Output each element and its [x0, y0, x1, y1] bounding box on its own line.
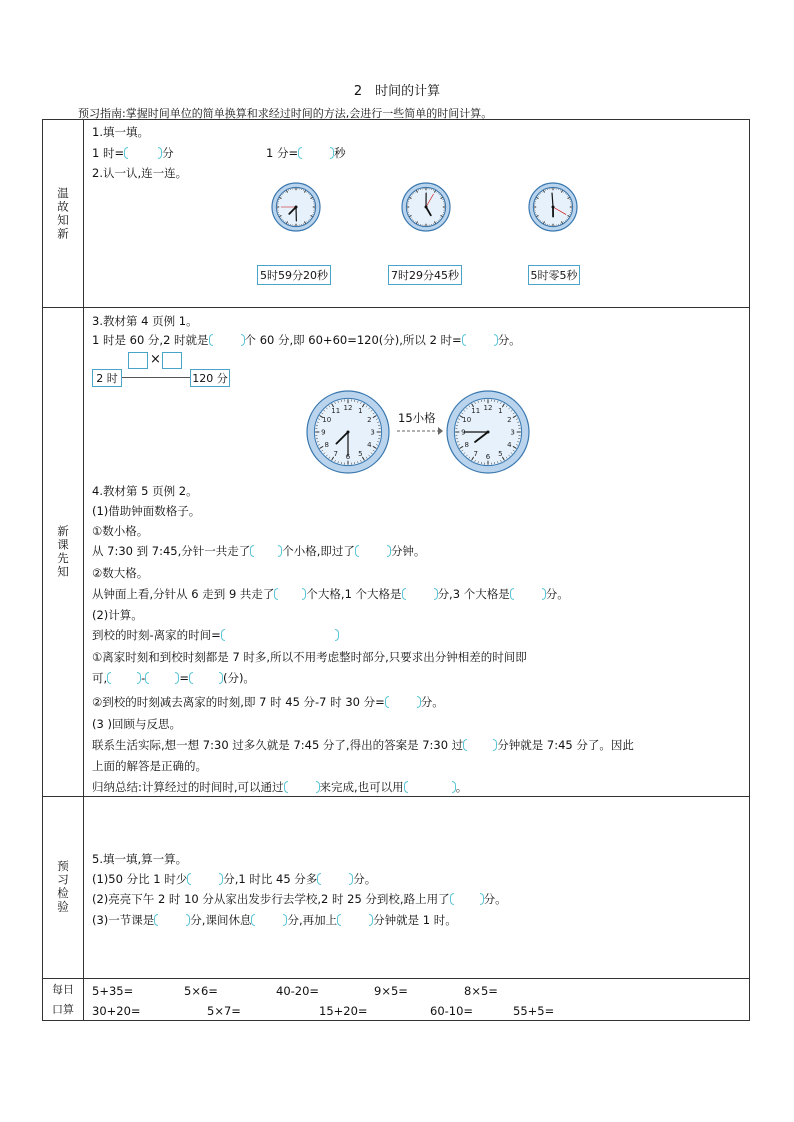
svg-text:12: 12 — [483, 403, 493, 412]
answer-blank[interactable] — [510, 588, 546, 602]
step-1a: ①数小格。 — [92, 524, 149, 538]
question-1-line: 1 时= 分 — [92, 146, 174, 160]
svg-text:3: 3 — [510, 428, 515, 437]
preview-guide: 预习指南:掌握时间单位的简单换算和求经过时间的方法,会进行一些简单的时间计算。 — [78, 107, 493, 120]
svg-text:3: 3 — [370, 428, 375, 437]
svg-text:9: 9 — [321, 428, 326, 437]
answer-blank[interactable] — [317, 873, 353, 887]
svg-text:1: 1 — [498, 407, 503, 416]
answer-blank[interactable] — [337, 914, 373, 928]
oral-calc-3: 40-20= — [276, 984, 320, 998]
step-2: (2)计算。 — [92, 608, 143, 622]
answer-blank[interactable] — [404, 781, 456, 795]
clock-icon-745 — [446, 390, 530, 474]
svg-text:12: 12 — [343, 403, 353, 412]
svg-text:6: 6 — [345, 453, 351, 462]
question-2: 2.认一认,连一连。 — [92, 166, 188, 180]
question-5-3: (3)一节课是 分,课间休息 分,再加上 分钟就是 1 时。 — [92, 913, 457, 927]
summary-line: 归纳总结:计算经过的时间时,可以通过 来完成,也可以用 。 — [92, 780, 468, 794]
row-divider — [43, 978, 749, 979]
step-2-line-2: 可, - = (分)。 — [92, 671, 255, 685]
oral-calc-2: 5×6= — [184, 984, 218, 998]
arrow-line — [122, 377, 190, 378]
answer-blank[interactable] — [355, 545, 391, 559]
arrow-icon — [396, 426, 444, 436]
svg-text:2: 2 — [367, 416, 372, 425]
answer-blank[interactable] — [187, 873, 223, 887]
svg-text:11: 11 — [331, 407, 341, 416]
question-3: 3.教材第 4 页例 1。 — [92, 314, 198, 328]
oral-calc-7: 5×7= — [207, 1004, 241, 1018]
page-title: 2 时间的计算 — [353, 84, 441, 99]
answer-blank[interactable] — [298, 147, 334, 161]
oral-calc-8: 15+20= — [319, 1004, 368, 1018]
oral-calc-4: 9×5= — [374, 984, 408, 998]
end-box: 120 分 — [190, 369, 230, 387]
svg-text:8: 8 — [324, 440, 329, 449]
step-2-line-1: ①离家时刻和到校时刻都是 7 时多,所以不用考虑整时部分,只要求出分钟相差的时间即 — [92, 650, 527, 664]
times-sign: × — [150, 352, 161, 367]
oral-calc-6: 30+20= — [92, 1004, 141, 1018]
operator-input-box[interactable] — [128, 352, 148, 369]
answer-blank[interactable] — [385, 696, 421, 710]
step-2-formula: 到校的时刻-离家的时间= — [92, 627, 339, 643]
question-1: 1.填一填。 — [92, 125, 149, 139]
answer-blank[interactable] — [124, 147, 162, 161]
answer-blank[interactable] — [463, 739, 497, 753]
column-divider — [83, 120, 84, 1020]
step-1a-line: 从 7:30 到 7:45,分针一共走了 个小格,即过了 分钟。 — [92, 544, 426, 558]
svg-text:9: 9 — [461, 428, 466, 437]
answer-blank[interactable] — [145, 672, 179, 686]
answer-blank[interactable] — [251, 914, 287, 928]
answer-blank[interactable] — [250, 545, 282, 559]
time-label-2[interactable]: 7时29分45秒 — [388, 265, 462, 285]
step-3: (3 )回顾与反思。 — [92, 717, 181, 731]
question-5-1: (1)50 分比 1 时少 分,1 时比 45 分多 分。 — [92, 872, 377, 886]
svg-text:2: 2 — [507, 416, 512, 425]
question-5-2: (2)亮亮下午 2 时 10 分从家出发步行去学校,2 时 25 分到校,路上用了 分。 — [92, 892, 507, 906]
question-4: 4.教材第 5 页例 2。 — [92, 484, 198, 498]
answer-blank[interactable] — [154, 914, 190, 928]
answer-blank[interactable] — [450, 893, 484, 907]
section-label-review: 温故知新 — [56, 186, 70, 241]
svg-text:5: 5 — [358, 449, 363, 458]
step-3-line-1: 联系生活实际,想一想 7:30 过多久就是 7:45 分了,得出的答案是 7:30 过 分钟就是 7:45 分了。因此 — [92, 738, 634, 752]
answer-blank[interactable] — [402, 588, 438, 602]
time-label-3[interactable]: 5时零5秒 — [528, 265, 580, 285]
svg-text:10: 10 — [462, 416, 472, 425]
svg-text:1: 1 — [358, 407, 363, 416]
clock-icon-730 — [306, 390, 390, 474]
time-label-1[interactable]: 5时59分20秒 — [257, 265, 331, 285]
answer-blank[interactable] — [209, 334, 245, 348]
svg-text:4: 4 — [507, 440, 512, 449]
clock-icon-1 — [271, 182, 321, 232]
section-label-check: 预习检验 — [56, 860, 70, 914]
question-5: 5.填一填,算一算。 — [92, 852, 188, 866]
answer-blank[interactable] — [107, 672, 141, 686]
svg-text:7: 7 — [473, 449, 478, 458]
oral-calc-1: 5+35= — [92, 984, 134, 998]
step-1b: ②数大格。 — [92, 566, 149, 580]
oral-calc-9: 60-10= — [430, 1004, 474, 1018]
answer-blank[interactable] — [274, 588, 306, 602]
question-1-line-b: 1 分= 秒 — [266, 146, 346, 160]
start-box: 2 时 — [92, 369, 122, 387]
operand-input-box[interactable] — [162, 352, 182, 369]
svg-text:5: 5 — [498, 449, 503, 458]
section-label-daily-1: 每日 — [52, 983, 74, 996]
row-divider — [43, 307, 749, 308]
answer-blank[interactable] — [284, 781, 320, 795]
svg-text:4: 4 — [367, 440, 372, 449]
section-label-daily-2: 口算 — [52, 1003, 74, 1016]
svg-text:7: 7 — [333, 449, 338, 458]
step-1b-line: 从钟面上看,分针从 6 走到 9 共走了 个大格,1 个大格是 分,3 个大格是 分。 — [92, 587, 569, 601]
clock-icon-3 — [528, 182, 578, 232]
svg-text:8: 8 — [464, 440, 469, 449]
section-label-new-lesson: 新课先知 — [56, 524, 70, 579]
clock-icon-2 — [401, 182, 451, 232]
svg-text:10: 10 — [322, 416, 332, 425]
oral-calc-5: 8×5= — [464, 984, 498, 998]
svg-text:6: 6 — [485, 453, 491, 462]
row-divider — [43, 796, 749, 797]
arrow-label: 15小格 — [398, 411, 436, 425]
answer-blank[interactable] — [189, 672, 223, 686]
step-1: (1)借助钟面数格子。 — [92, 504, 201, 518]
answer-blank[interactable] — [221, 629, 339, 643]
step-2-line-3: ②到校的时刻减去离家的时刻,即 7 时 45 分-7 时 30 分= 分。 — [92, 695, 444, 709]
answer-blank[interactable] — [462, 334, 498, 348]
step-3-line-2: 上面的解答是正确的。 — [92, 759, 207, 773]
svg-text:11: 11 — [471, 407, 481, 416]
oral-calc-10: 55+5= — [513, 1004, 555, 1018]
question-3-line: 1 时是 60 分,2 时就是 个 60 分,即 60+60=120(分),所以 2 时= 分。 — [92, 333, 521, 347]
